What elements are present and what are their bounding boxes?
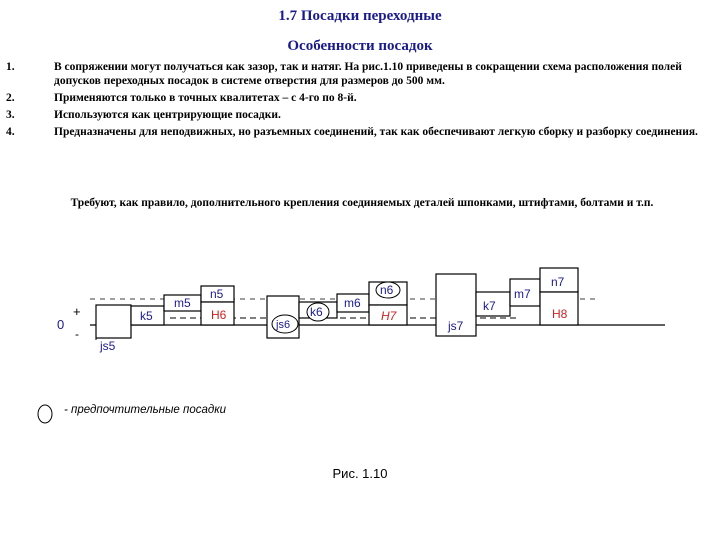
features-list: [6, 60, 710, 142]
list-item: [6, 108, 710, 122]
legend-marker: [35, 402, 57, 426]
field-H8-label: H8: [552, 307, 568, 321]
field-js5-label: js5: [100, 339, 116, 353]
field-k6-label: k6: [310, 305, 323, 319]
legend-text: - предпочтительные посадки: [64, 404, 227, 416]
field-k5-label: k5: [140, 309, 153, 323]
list-item: [6, 91, 710, 105]
field-m5-label: m5: [174, 296, 191, 310]
figure-caption: Рис. 1.10: [332, 466, 388, 481]
page-subtitle: Особенности посадок: [287, 38, 433, 54]
field-m7-label: m7: [514, 287, 531, 301]
minus-sign: -: [75, 327, 79, 341]
list-item-number: 2.: [6, 92, 15, 104]
list-item-text: В сопряжении могут получаться как зазор, так и натяг. На рис.1.10 приведены в сокращении схема расположения полей допусков переходных посадок в системе отверстия для размеров до 500 мм.: [54, 61, 682, 87]
plus-sign: +: [73, 304, 81, 319]
field-js5: [96, 305, 131, 338]
list-item-text: Используются как центрирующие посадки.: [54, 109, 281, 121]
list-item-text: Предназначены для неподвижных, но разъемных соединений, так как обеспечивают легкую сборку и разборку соединения.: [54, 126, 698, 138]
field-n5-label: n5: [210, 287, 224, 301]
list-item-number: 3.: [6, 109, 15, 121]
page-title: 1.7 Посадки переходные: [278, 8, 442, 24]
zero-label: 0: [57, 317, 65, 332]
field-n6-label: n6: [380, 283, 394, 297]
note-paragraph: Требуют, как правило, дополнительного крепления соединяемых деталей шпонками, штифтами, болтами и т.п.: [70, 197, 654, 209]
list-item: [6, 60, 710, 88]
list-item-text: Применяются только в точных квалитетах – с 4-го по 8-й.: [54, 92, 357, 104]
list-item-number: 1.: [6, 61, 15, 73]
field-H6-label: H6: [211, 308, 227, 322]
field-js6-label: js6: [276, 319, 291, 331]
field-k7-label: k7: [483, 299, 496, 313]
field-n7-label: n7: [551, 275, 565, 289]
field-js7-label: js7: [448, 319, 464, 333]
tolerance-diagram: [0, 250, 720, 360]
field-H7-label: H7: [381, 309, 397, 323]
list-item-number: 4.: [6, 126, 15, 138]
field-m6-label: m6: [344, 296, 361, 310]
list-item: [6, 125, 710, 139]
